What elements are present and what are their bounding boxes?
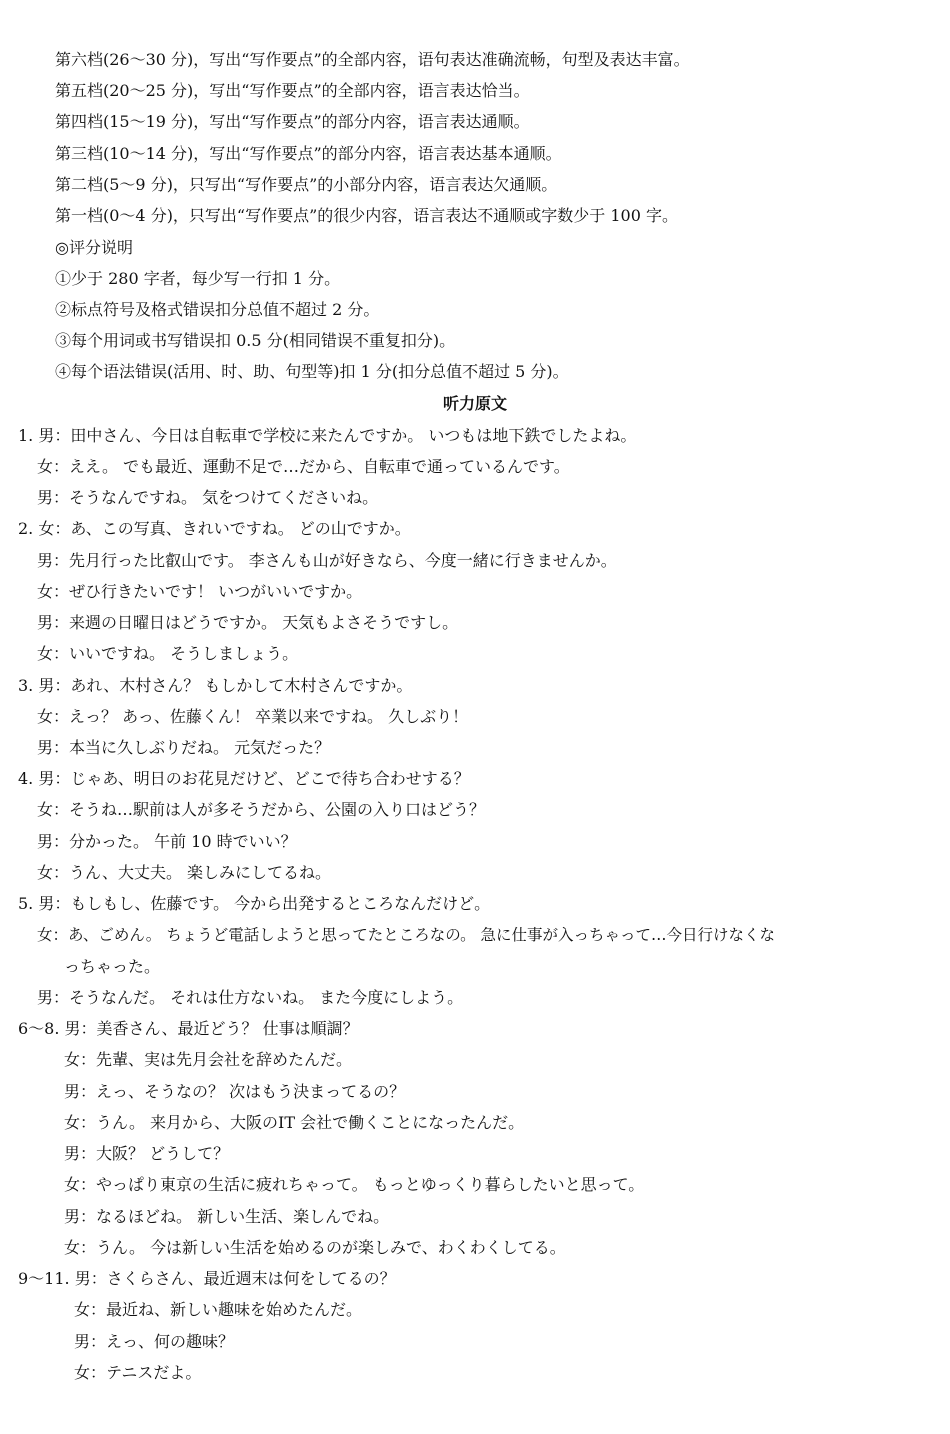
dialogue-line: 女：いいですね。 そうしましょう。 [37,644,299,663]
scoring-note: ③每个用词或书写错误扣 0.5 分(相同错误不重复扣分)。 [55,331,456,350]
dialogue-line: 男：えっ、そうなの？ 次はもう決まってるの？ [64,1082,406,1101]
scoring-level-3: 第三档(10～14 分)，写出“写作要点”的部分内容，语言表达基本通顺。 [55,144,562,163]
dialogue-line: 女：そうね…駅前は人が多そうだから、公園の入り口はどう？ [37,800,486,819]
dialogue-line: 女：ぜひ行きたいです！ いつがいいですか。 [37,582,363,601]
dialogue-line: 3. 男：あれ、木村さん？ もしかして木村さんですか。 [18,676,413,695]
scoring-level-6: 第六档(26～30 分)，写出“写作要点”的全部内容，语句表达准确流畅，句型及表达丰富。 [55,50,690,69]
scoring-note: ④每个语法错误(活用、时、助、句型等)扣 1 分(扣分总值不超过 5 分)。 [55,362,569,381]
dialogue-line: 男：本当に久しぶりだね。 元気だった？ [37,738,331,757]
dialogue-line: 男：なるほどね。 新しい生活、楽しんでね。 [64,1207,390,1226]
dialogue-line: 男：そうなんですね。 気をつけてくださいね。 [37,488,379,507]
transcript-title: 听力原文 [442,394,507,413]
scoring-note: ①少于 280 字者，每少写一行扣 1 分。 [55,269,341,288]
dialogue-line: 女：やっぱり東京の生活に疲れちゃって。 もっとゆっくり暮らしたいと思って。 [64,1175,645,1194]
dialogue-line: 男：先月行った比叡山です。 李さんも山が好きなら、今度一緒に行きませんか。 [37,551,617,570]
dialogue-line: 女：えっ？ あっ、佐藤くん！ 卒業以来ですね。 久しぶり！ [37,707,469,726]
dialogue-line: 男：大阪？ どうして？ [64,1144,230,1163]
dialogue-line: 男：分かった。 午前 10 時でいい？ [37,832,297,851]
dialogue-line: 男：来週の日曜日はどうですか。 天気もよさそうですし。 [37,613,459,632]
dialogue-line: 女：ええ。 でも最近、運動不足で…だから、自転車で通っているんです。 [37,457,570,476]
dialogue-line: 女：あ、ごめん。 ちょうど電話しようと思ってたところなの。 急に仕事が入っちゃって…今日行けなくな [37,926,776,944]
dialogue-line: 9～11. 男：さくらさん、最近週末は何をしてるの？ [18,1269,396,1288]
dialogue-line: 女：最近ね、新しい趣味を始めたんだ。 [74,1300,363,1319]
scoring-level-4: 第四档(15～19 分)，写出“写作要点”的部分内容，语言表达通顺。 [55,112,530,131]
dialogue-line: 女：うん。 今は新しい生活を始めるのが楽しみで、わくわくしてる。 [64,1238,566,1257]
dialogue-line: 男：そうなんだ。 それは仕方ないね。 また今度にしよう。 [37,988,464,1007]
dialogue-line: 女：うん。 来月から、大阪のIT 会社で働くことになったんだ。 [64,1113,525,1132]
scoring-notes-title: ◎评分说明 [55,238,133,257]
dialogue-line: 女：先輩、実は先月会社を辞めたんだ。 [64,1050,353,1069]
scoring-level-5: 第五档(20～25 分)，写出“写作要点”的全部内容，语言表达恰当。 [55,81,530,100]
dialogue-line: 女：テニスだよ。 [74,1363,202,1382]
dialogue-line: 2. 女：あ、この写真、きれいですね。 どの山ですか。 [18,519,411,538]
dialogue-line: 5. 男：もしもし、佐藤です。 今から出発するところなんだけど。 [18,894,491,913]
dialogue-line: 6～8. 男：美香さん、最近どう？ 仕事は順調？ [18,1019,359,1038]
dialogue-line: 4. 男：じゃあ、明日のお花見だけど、どこで待ち合わせする？ [18,769,470,788]
dialogue-line: 1. 男：田中さん、今日は自転車で学校に来たんですか。 いつもは地下鉄でしたよね。 [18,426,637,445]
dialogue-line: 男：えっ、何の趣味？ [74,1332,235,1351]
dialogue-line: 女：うん、大丈夫。 楽しみにしてるね。 [37,863,332,882]
scoring-level-2: 第二档(5～9 分)，只写出“写作要点”的小部分内容，语言表达欠通顺。 [55,175,558,194]
dialogue-line-continuation: っちゃった。 [64,957,161,976]
scoring-level-1: 第一档(0～4 分)，只写出“写作要点”的很少内容，语言表达不通顺或字数少于 100 字。 [55,206,679,225]
scoring-note: ②标点符号及格式错误扣分总值不超过 2 分。 [55,300,380,319]
